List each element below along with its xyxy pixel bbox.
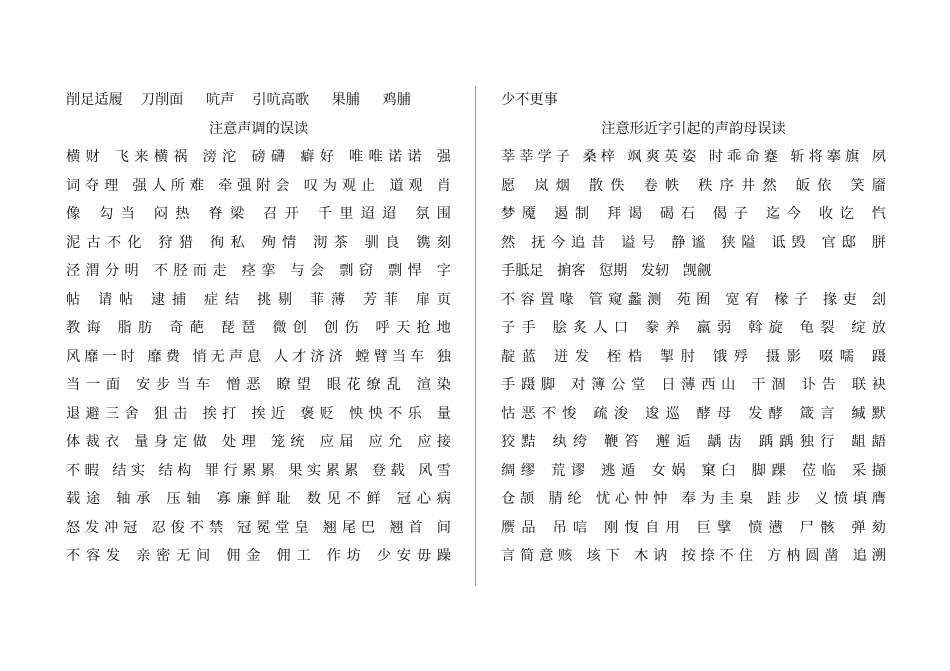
column-divider bbox=[475, 86, 476, 586]
left-word-line: 帖 请帖 逮捕 症结 挑剔 菲薄 芳菲 扉页 bbox=[66, 291, 451, 308]
left-word-line: 教诲 脂肪 奇葩 琵琶 微创 创伤 呼天抢地 bbox=[66, 320, 451, 336]
right-word-line: 手胝足 掮客 愆期 发轫 觊觎 bbox=[501, 263, 712, 279]
left-top-line: 削足适履 刀削面 吭声 引吭高歌 果脯 鸡脯 bbox=[66, 92, 411, 108]
right-top-line: 少不更事 bbox=[501, 92, 558, 108]
right-word-line: 愿 岚烟 散佚 卷帙 秩序井然 皈依 笑靥 bbox=[501, 177, 886, 194]
left-word-line: 当一面 安步当车 憎恶 瞭望 眼花缭乱 渲染 bbox=[66, 377, 451, 393]
left-word-line: 载途 轴承 压轴 寡廉鲜耻 数见不鲜 冠心病 bbox=[66, 491, 451, 507]
right-column bbox=[501, 86, 886, 571]
left-word-line: 体裁衣 量身定做 处理 笼统 应届 应允 应接 bbox=[66, 434, 451, 450]
right-word-line: 子手 脍炙人口 豢养 羸弱 斡旋 龟裂 绽放 bbox=[501, 320, 886, 336]
left-word-line: 泾渭分明 不胫而走 痉挛 与会 剽窃 剽悍 字 bbox=[66, 263, 451, 279]
right-word-line: 手蹑脚 对簿公堂 日薄西山 干涸 讣告 联袂 bbox=[501, 377, 886, 393]
right-word-line: 赝品 吊唁 刚愎自用 巨擘 愤懑 尸骸 弹劾 bbox=[501, 519, 886, 536]
left-column bbox=[66, 86, 451, 571]
right-word-line: 莘莘学子 桑梓 飒爽英姿 时乖命蹇 斩将搴旗 夙 bbox=[501, 149, 886, 165]
left-word-line: 词夺理 强人所难 牵强附会 叹为观止 道观 肖 bbox=[66, 177, 451, 194]
left-word-line: 怒发冲冠 忍俊不禁 冠冕堂皇 翘尾巴 翘首 间 bbox=[66, 519, 451, 536]
right-section-heading: 注意形近字引起的声韵母误读 bbox=[601, 120, 786, 137]
right-word-line: 不容置喙 管窥蠡测 苑囿 宽宥 椽子 掾吏 刽 bbox=[501, 291, 886, 308]
right-word-line: 然 抚今追昔 谥号 静谧 狭隘 诋毁 官邸 胼 bbox=[501, 234, 886, 251]
right-word-line: 靛蓝 迸发 桎梏 掣肘 饿殍 摄影 啜嚅 蹑 bbox=[501, 348, 886, 365]
left-word-line: 横财 飞来横祸 滂沱 磅礴 癖好 唯唯诺诺 强 bbox=[66, 149, 451, 165]
right-word-line: 梦魇 遏制 拜谒 碣石 偈子 迄今 收讫 忾 bbox=[501, 206, 886, 222]
left-word-line: 泥古不化 狩猎 徇私 殉情 沏茶 驯良 镌刻 bbox=[66, 234, 451, 251]
right-word-line: 绸缪 荒谬 逃遁 女娲 窠臼 脚踝 莅临 采撷 bbox=[501, 462, 886, 479]
left-word-line: 不暇 结实 结构 罪行累累 果实累累 登载 风雪 bbox=[66, 462, 451, 479]
right-word-line: 怙恶不悛 疏浚 逡巡 酵母 发酵 箴言 缄默 bbox=[501, 405, 886, 422]
right-word-line: 仓颉 腈纶 忧心忡忡 奉为圭臬 跬步 义愤填膺 bbox=[501, 491, 886, 507]
left-word-line: 不容发 亲密无间 佣金 佣工 作坊 少安毋躁 bbox=[66, 548, 451, 564]
left-word-lines bbox=[66, 143, 451, 571]
left-word-line: 像 勾当 闷热 脊梁 召开 千里迢迢 氛围 bbox=[66, 206, 451, 222]
right-word-line: 言简意赅 垓下 木讷 按捺不住 方枘圆凿 追溯 bbox=[501, 548, 886, 564]
left-section-heading: 注意声调的误读 bbox=[208, 120, 309, 137]
left-word-line: 风靡一时 靡费 悄无声息 人才济济 螳臂当车 独 bbox=[66, 348, 451, 365]
right-word-lines bbox=[501, 143, 886, 571]
left-word-line: 退避三舍 狙击 挨打 挨近 褒贬 怏怏不乐 量 bbox=[66, 405, 451, 422]
right-word-line: 狡黠 纨绔 鞭笞 邂逅 龋齿 踽踽独行 龃龉 bbox=[501, 434, 886, 450]
